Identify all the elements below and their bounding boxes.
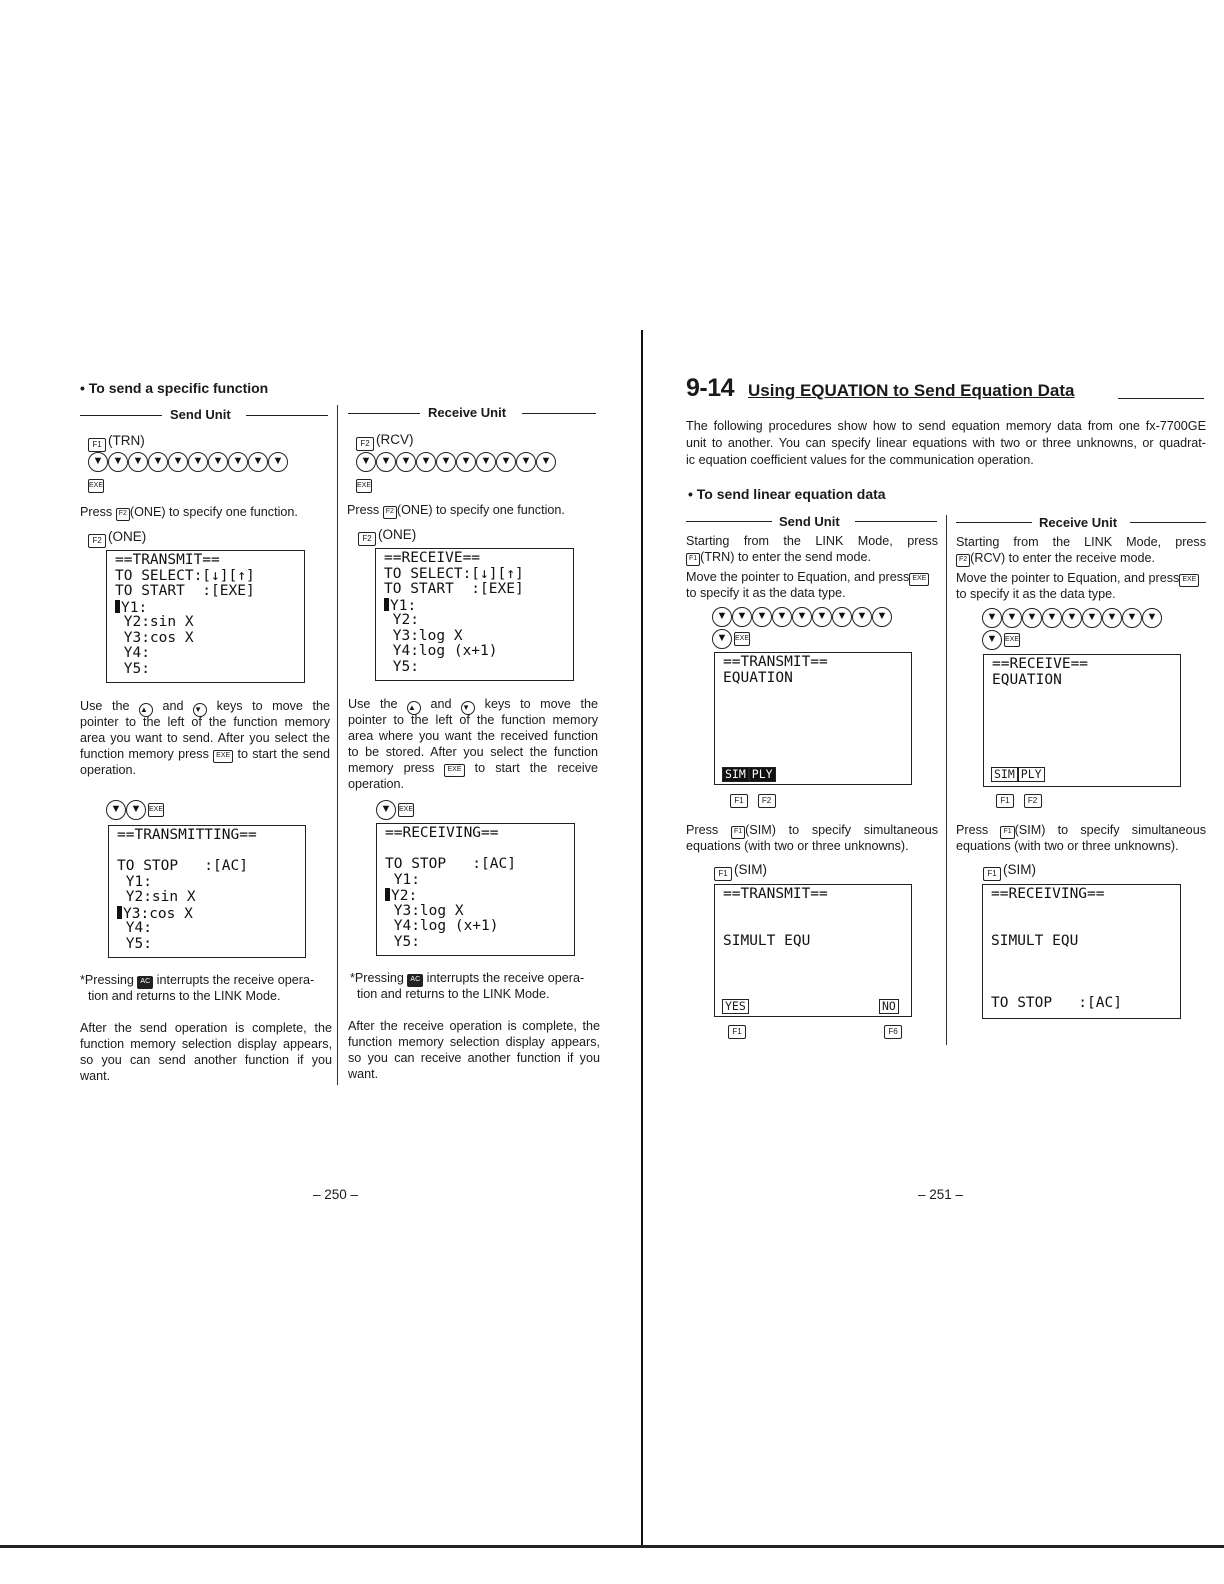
key-sim: F1 (SIM) bbox=[714, 862, 767, 881]
column-divider bbox=[946, 515, 947, 1045]
divider bbox=[348, 413, 420, 414]
down-arrow-icon: ▼ bbox=[396, 452, 416, 472]
down-arrow-icon: ▼ bbox=[376, 800, 396, 820]
down-arrow-icon: ▼ bbox=[148, 452, 168, 472]
softkey-sim: SIM bbox=[991, 767, 1018, 782]
exe-key-icon: EXE bbox=[909, 573, 929, 586]
note: *Pressing AC interrupts the receive opera- bbox=[80, 973, 315, 987]
down-arrow-icon: ▼ bbox=[1142, 608, 1162, 628]
exe-key-icon: EXE bbox=[398, 803, 414, 817]
paragraph-line: so you can send another function if you bbox=[80, 1053, 332, 1067]
down-arrow-keys bbox=[356, 452, 556, 472]
key-one: F2 (ONE) bbox=[358, 527, 416, 546]
f1-key-icon: F1 bbox=[686, 553, 700, 566]
down-arrow-icon: ▼ bbox=[88, 452, 108, 472]
softkey-sim: SIM bbox=[722, 767, 749, 782]
down-arrow-icon: ▼ bbox=[268, 452, 288, 472]
exe-key-icon: EXE bbox=[213, 750, 233, 763]
f1-key-icon: F1 bbox=[983, 867, 1001, 881]
paragraph-line: function memory selection display appears, bbox=[348, 1035, 600, 1049]
section-title: Using EQUATION to Send Equation Data bbox=[748, 381, 1075, 400]
f1-key-icon: F1 bbox=[88, 438, 106, 452]
down-arrow-icon: ▼ bbox=[228, 452, 248, 472]
down-arrow-icon: ▼ bbox=[461, 701, 475, 715]
down-arrow-icon: ▼ bbox=[536, 452, 556, 472]
down-arrow-icon: ▼ bbox=[712, 607, 732, 627]
ac-key-icon: AC bbox=[137, 976, 153, 989]
softkey-row bbox=[722, 767, 776, 782]
f1-key-icon: F1 bbox=[728, 1021, 748, 1039]
section-heading-right: • To send linear equation data bbox=[688, 486, 886, 502]
down-arrow-icon: ▼ bbox=[1042, 608, 1062, 628]
paragraph-line: area you want to send. After you select the bbox=[80, 731, 330, 745]
f1-key-icon: F1 bbox=[731, 826, 745, 839]
paragraph-line: area where you want the received function bbox=[348, 729, 598, 743]
lcd-transmit-equation: ==TRANSMIT== EQUATION bbox=[714, 652, 912, 785]
paragraph-line: pointer to the left of the function memory bbox=[80, 715, 330, 729]
down-arrow-icon: ▼ bbox=[712, 629, 732, 649]
down-arrow-icon: ▼ bbox=[516, 452, 536, 472]
paragraph-line: to specify it as the data type. bbox=[956, 587, 1116, 601]
exe-key-icon: EXE bbox=[444, 764, 464, 777]
lcd-receiving: ==RECEIVING== TO STOP :[AC] Y1: Y2: Y3:log X Y4:log (x+1) Y5: bbox=[376, 823, 575, 956]
intro-line: ic equation coefficient values for the communication operation. bbox=[686, 453, 1034, 467]
send-unit-label: Send Unit bbox=[170, 407, 231, 422]
down-arrow-icon: ▼ bbox=[772, 607, 792, 627]
key-trn bbox=[88, 433, 145, 452]
paragraph-line: operation. bbox=[80, 763, 137, 777]
paragraph-line: function memory selection display appears, bbox=[80, 1037, 332, 1051]
key-label: (TRN) bbox=[108, 433, 145, 448]
paragraph-line: Starting from the LINK Mode, press bbox=[686, 534, 938, 548]
section-number: 9-14 bbox=[686, 374, 735, 402]
down-arrow-icon: ▼ bbox=[982, 608, 1002, 628]
down-arrow-icon: ▼ bbox=[752, 607, 772, 627]
down-arrow-keys bbox=[982, 608, 1162, 628]
down-arrow-icon: ▼ bbox=[416, 452, 436, 472]
fkey-row bbox=[730, 790, 778, 808]
key-sequence bbox=[376, 800, 396, 820]
paragraph-line: After the send operation is complete, the bbox=[80, 1021, 332, 1035]
paragraph-line: to specify it as the data type. bbox=[686, 586, 846, 600]
divider bbox=[855, 521, 937, 522]
up-arrow-icon: ▲ bbox=[139, 703, 153, 717]
pointer-cursor bbox=[117, 906, 122, 919]
scan-edge bbox=[0, 1545, 1224, 1548]
down-arrow-icon: ▼ bbox=[436, 452, 456, 472]
paragraph: Use the ▲ and ▼ keys to move the bbox=[80, 698, 330, 717]
f2-key-icon: F2 bbox=[356, 437, 374, 451]
instruction: Press F2 (ONE) to specify one function. bbox=[347, 503, 565, 517]
paragraph-line: Press F1 (SIM) to specify simultaneous bbox=[956, 823, 1206, 837]
lcd-transmit-simult: ==TRANSMIT== SIMULT EQU bbox=[714, 884, 912, 1017]
f1-key-icon: F1 bbox=[714, 867, 732, 881]
down-arrow-icon: ▼ bbox=[982, 630, 1002, 650]
down-arrow-icon: ▼ bbox=[812, 607, 832, 627]
paragraph-line: operation. bbox=[348, 777, 405, 791]
divider bbox=[80, 415, 162, 416]
divider bbox=[246, 415, 328, 416]
f1-key-icon: F1 bbox=[1000, 826, 1014, 839]
lcd-transmit-select: ==TRANSMIT== TO SELECT:[↓][↑] TO START :[EXE] Y1: Y2:sin X Y3:cos X Y4: Y5: bbox=[106, 550, 305, 683]
down-arrow-icon: ▼ bbox=[852, 607, 872, 627]
down-arrow-icon: ▼ bbox=[1002, 608, 1022, 628]
f6-key-icon: F6 bbox=[884, 1021, 904, 1039]
down-arrow-icon: ▼ bbox=[248, 452, 268, 472]
down-arrow-icon: ▼ bbox=[456, 452, 476, 472]
f2-key-icon: F2 bbox=[88, 534, 106, 548]
paragraph-line: to be stored. After you select the function bbox=[348, 745, 598, 759]
f2-key-icon: F2 bbox=[956, 554, 970, 567]
f1-key-icon: F1 bbox=[996, 794, 1014, 808]
up-arrow-icon: ▲ bbox=[407, 701, 421, 715]
down-arrow-icon: ▼ bbox=[356, 452, 376, 472]
down-arrow-icon: ▼ bbox=[376, 452, 396, 472]
key-sim: F1 (SIM) bbox=[983, 862, 1036, 881]
paragraph-line: Move the pointer to Equation, and press EXE bbox=[956, 570, 1199, 587]
f2-key-icon: F2 bbox=[358, 532, 376, 546]
divider bbox=[1130, 522, 1206, 523]
down-arrow-icon: ▼ bbox=[1062, 608, 1082, 628]
paragraph-line: equations (with two or three unknowns). bbox=[956, 839, 1179, 853]
down-arrow-icon: ▼ bbox=[1082, 608, 1102, 628]
softkey-ply: PLY bbox=[1018, 767, 1045, 782]
softkey-no: NO bbox=[879, 999, 899, 1014]
paragraph-line: want. bbox=[348, 1067, 379, 1081]
softkey-yes: YES bbox=[722, 999, 749, 1014]
key-sequence bbox=[106, 800, 146, 820]
f2-key-icon: F2 bbox=[116, 508, 130, 521]
f1-key-icon: F1 bbox=[730, 794, 748, 808]
down-arrow-icon: ▼ bbox=[188, 452, 208, 472]
section-heading-left: • To send a specific function bbox=[80, 380, 269, 396]
lcd-receive-select: ==RECEIVE== TO SELECT:[↓][↑] TO START :[EXE] Y1: Y2: Y3:log X Y4:log (x+1) Y5: bbox=[375, 548, 574, 681]
down-arrow-icon: ▼ bbox=[168, 452, 188, 472]
paragraph-line: want. bbox=[80, 1069, 111, 1083]
divider bbox=[1118, 398, 1204, 399]
down-arrow-icon: ▼ bbox=[872, 607, 892, 627]
intro-line: The following procedures show how to send equation memory data from one fx-7700GE bbox=[686, 419, 1206, 433]
note: *Pressing AC interrupts the receive opera- bbox=[350, 971, 585, 985]
f2-key-icon: F2 bbox=[758, 794, 776, 808]
key-rcv: F2 (RCV) bbox=[356, 432, 414, 451]
key-sequence bbox=[982, 630, 1002, 650]
paragraph-line: so you can receive another function if you bbox=[348, 1051, 600, 1065]
down-arrow-icon: ▼ bbox=[208, 452, 228, 472]
pointer-cursor bbox=[385, 888, 390, 901]
note-line: tion and returns to the LINK Mode. bbox=[88, 989, 281, 1003]
paragraph-line: F1 (TRN) to enter the send mode. bbox=[686, 549, 871, 566]
f2-key-icon: F2 bbox=[1024, 794, 1042, 808]
send-unit-label: Send Unit bbox=[779, 514, 840, 529]
exe-key-icon: EXE bbox=[356, 479, 372, 493]
down-arrow-icon: ▼ bbox=[106, 800, 126, 820]
key-sequence bbox=[712, 629, 732, 649]
paragraph-line: F2 (RCV) to enter the receive mode. bbox=[956, 550, 1155, 567]
paragraph-line: Press F1 (SIM) to specify simultaneous bbox=[686, 823, 938, 837]
down-arrow-icon: ▼ bbox=[126, 800, 146, 820]
exe-key-icon: EXE bbox=[88, 479, 104, 493]
down-arrow-icon: ▼ bbox=[193, 703, 207, 717]
paragraph-line: function memory press EXE to start the send bbox=[80, 747, 331, 761]
paragraph-line: pointer to the left of the function memory bbox=[348, 713, 598, 727]
exe-key-icon: EXE bbox=[148, 803, 164, 817]
exe-key-icon: EXE bbox=[1004, 633, 1020, 647]
f2-key-icon: F2 bbox=[383, 506, 397, 519]
exe-key-icon: EXE bbox=[1179, 574, 1199, 587]
receive-unit-label: Receive Unit bbox=[1039, 515, 1118, 530]
key-one: F2 (ONE) bbox=[88, 529, 146, 548]
down-arrow-keys bbox=[88, 452, 288, 472]
divider bbox=[686, 521, 772, 522]
receive-unit-label: Receive Unit bbox=[428, 405, 507, 420]
pointer-cursor bbox=[384, 598, 389, 611]
down-arrow-icon: ▼ bbox=[1022, 608, 1042, 628]
paragraph-line: After the receive operation is complete, the bbox=[348, 1019, 600, 1033]
exe-key-icon: EXE bbox=[734, 632, 750, 646]
down-arrow-icon: ▼ bbox=[108, 452, 128, 472]
paragraph-line: Starting from the LINK Mode, press bbox=[956, 535, 1206, 549]
page-number-left: – 250 – bbox=[313, 1187, 359, 1202]
note-line: tion and returns to the LINK Mode. bbox=[357, 987, 550, 1001]
intro-line: unit to another. You can specify linear equations with two or three unknowns, or quadrat- bbox=[686, 436, 1206, 450]
divider bbox=[956, 522, 1032, 523]
column-divider bbox=[337, 405, 338, 1085]
paragraph-line: memory press EXE to start the receive bbox=[348, 761, 599, 775]
book-spine bbox=[641, 330, 643, 1545]
ac-key-icon: AC bbox=[407, 974, 423, 987]
down-arrow-icon: ▼ bbox=[496, 452, 516, 472]
pointer-cursor bbox=[115, 600, 120, 613]
softkey-ply: PLY bbox=[749, 767, 776, 782]
paragraph: Use the ▲ and ▼ keys to move the bbox=[348, 696, 598, 715]
down-arrow-icon: ▼ bbox=[1102, 608, 1122, 628]
down-arrow-keys bbox=[712, 607, 892, 627]
paragraph-line: equations (with two or three unknowns). bbox=[686, 839, 909, 853]
softkey-row bbox=[991, 767, 1045, 782]
down-arrow-icon: ▼ bbox=[832, 607, 852, 627]
down-arrow-icon: ▼ bbox=[128, 452, 148, 472]
down-arrow-icon: ▼ bbox=[1122, 608, 1142, 628]
instruction: Press F2 (ONE) to specify one function. bbox=[80, 505, 298, 519]
page-number-right: – 251 – bbox=[918, 1187, 964, 1202]
lcd-receive-equation: ==RECEIVE== EQUATION bbox=[983, 654, 1181, 787]
paragraph-line: Move the pointer to Equation, and press EXE bbox=[686, 569, 929, 586]
down-arrow-icon: ▼ bbox=[476, 452, 496, 472]
down-arrow-icon: ▼ bbox=[792, 607, 812, 627]
divider bbox=[522, 413, 596, 414]
down-arrow-icon: ▼ bbox=[732, 607, 752, 627]
lcd-receiving-simult: ==RECEIVING== SIMULT EQU TO STOP :[AC] bbox=[982, 884, 1181, 1019]
fkey-row bbox=[996, 790, 1044, 808]
lcd-transmitting: ==TRANSMITTING== TO STOP :[AC] Y1: Y2:sin X Y3:cos X Y4: Y5: bbox=[108, 825, 306, 958]
